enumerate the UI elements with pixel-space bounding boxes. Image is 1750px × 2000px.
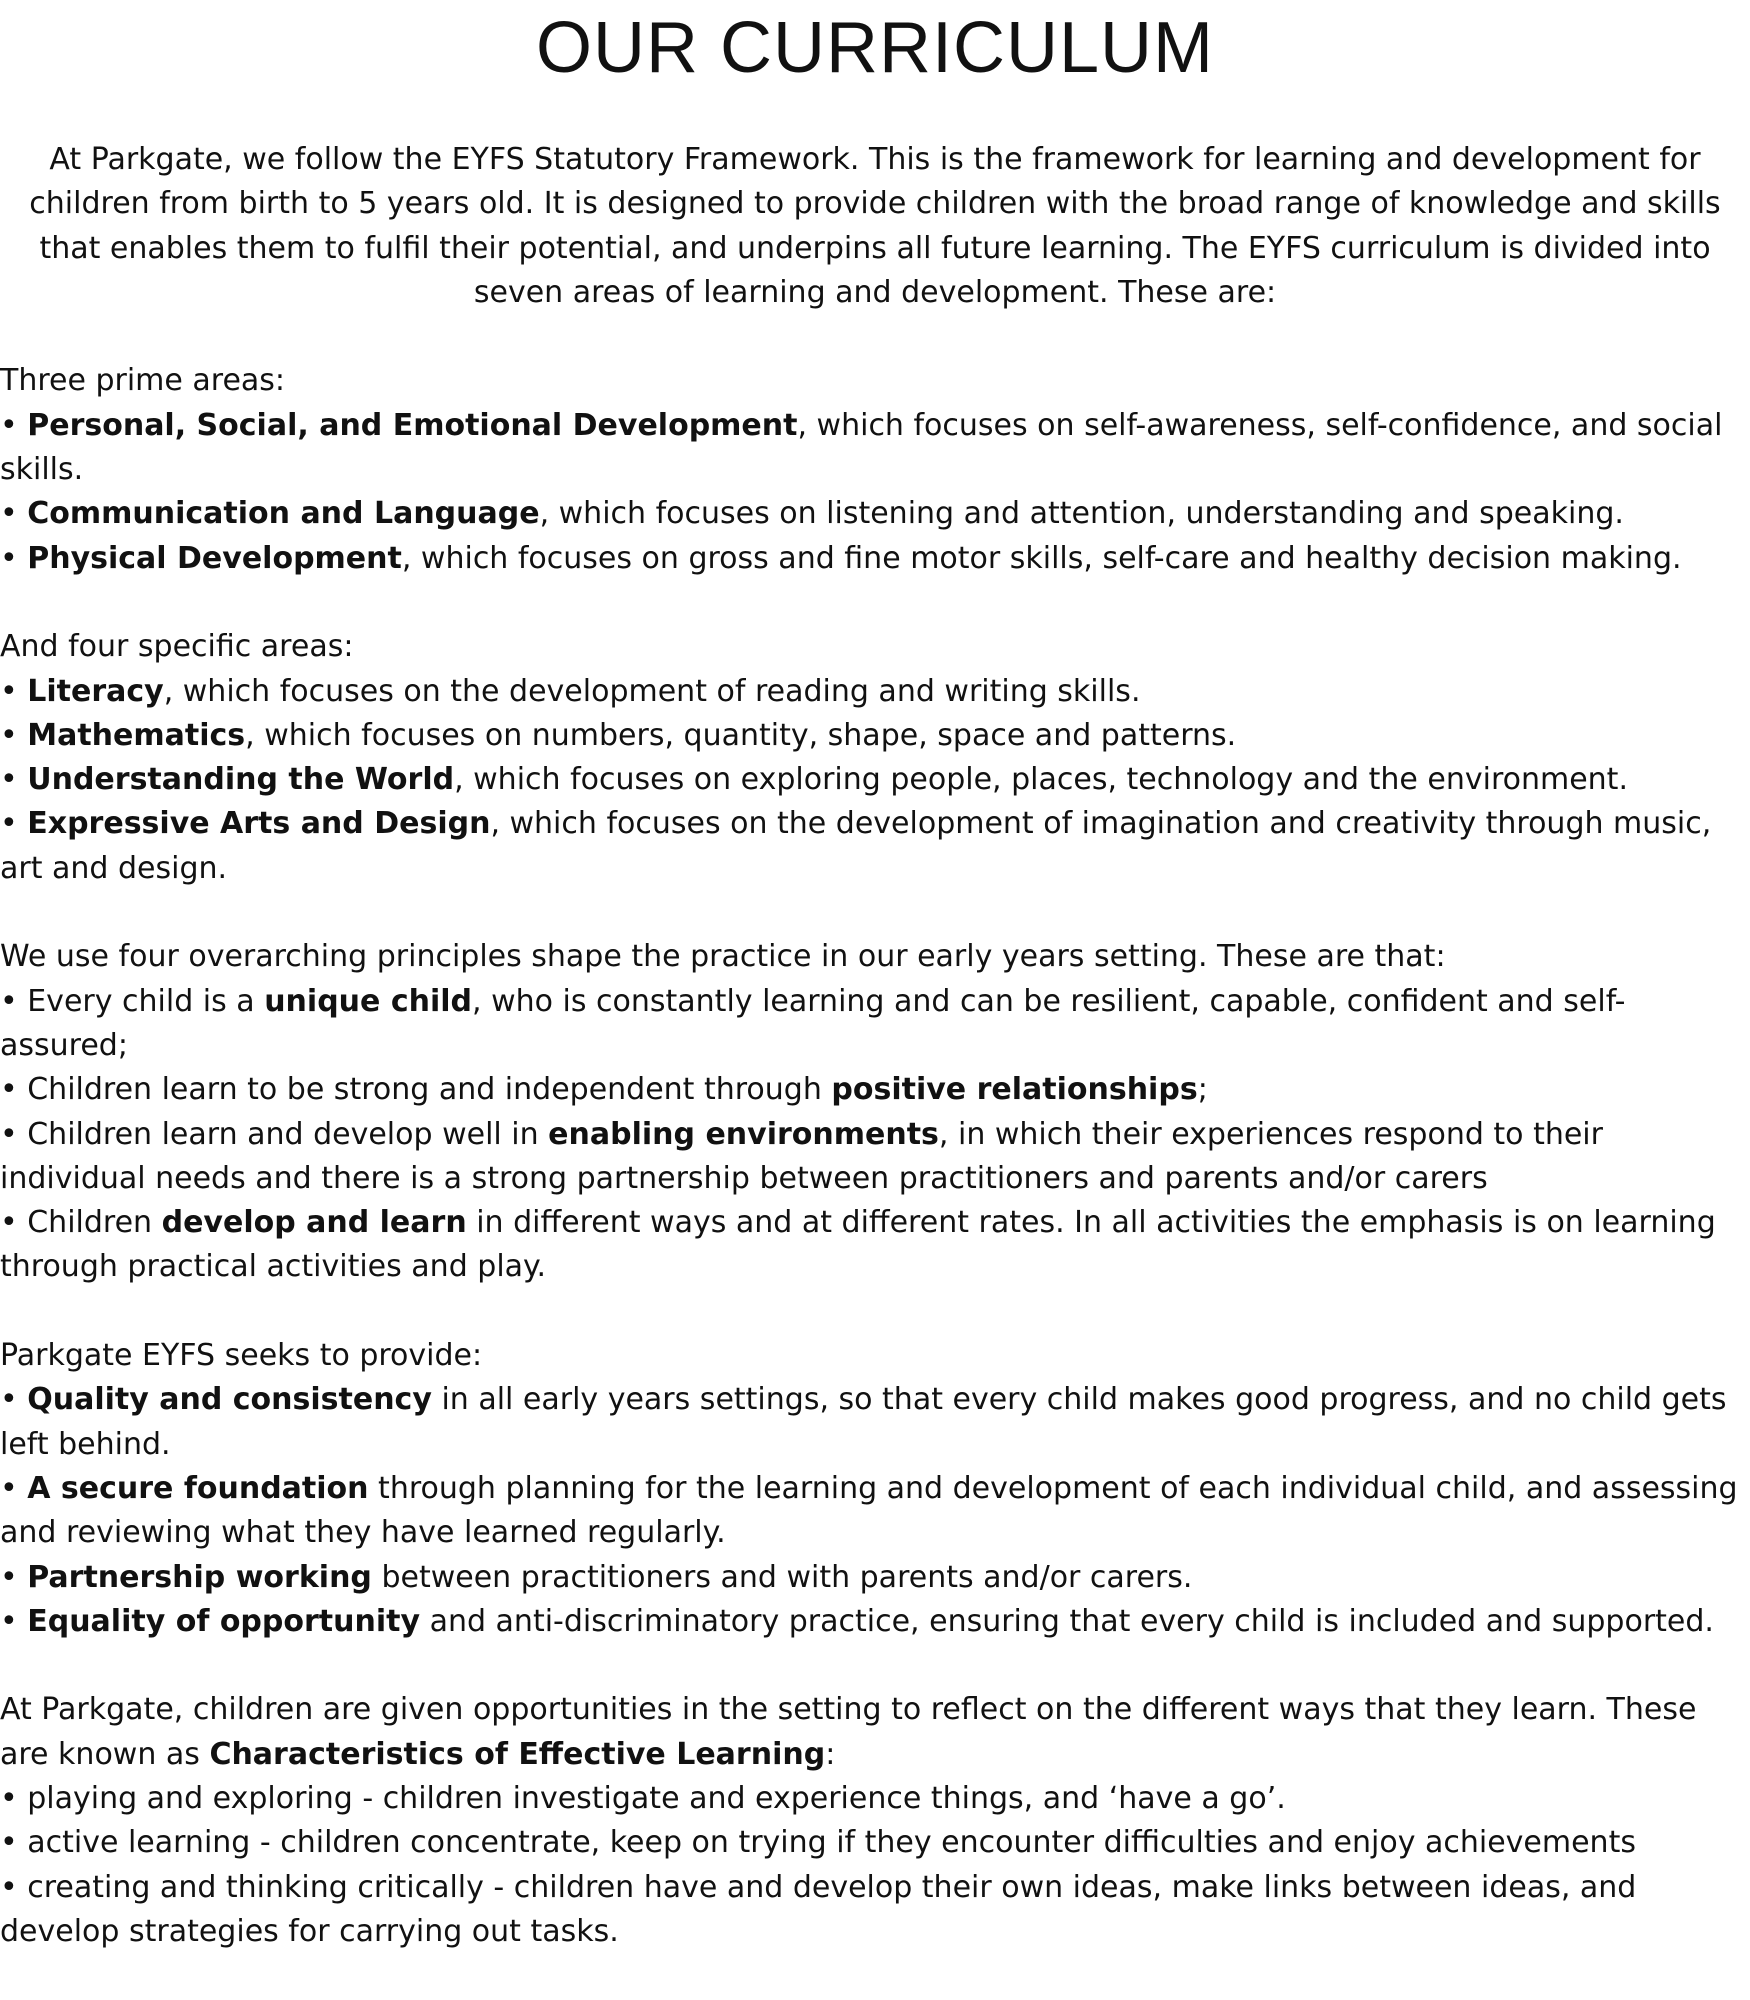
area-name: Mathematics [27,717,246,753]
list-item: • Equality of opportunity and anti-discriminatory practice, ensuring that every child is included and supported. [0,1603,1714,1639]
list-item: • playing and exploring - children investigate and experience things, and ‘have a go’. [0,1780,1286,1816]
prime-areas-section [0,359,1750,580]
specific-areas-section [0,625,1750,891]
area-name: Expressive Arts and Design [27,806,491,842]
list-item: • Children learn and develop well in enabling environments, in which their experiences respond to their individual needs and there is a strong partnership between practitioners and parents and/or carers [0,1116,1603,1196]
provision-name: Partnership working [27,1559,372,1595]
list-item: • Children learn to be strong and independent through positive relationships; [0,1072,1208,1108]
area-name: Literacy [27,673,164,709]
list-item: • Partnership working between practitioners and with parents and/or carers. [0,1559,1193,1595]
list-item: • Personal, Social, and Emotional Development, which focuses on self-awareness, self-confidence, and social skills. [0,407,1723,488]
page-title: OUR CURRICULUM [536,8,1214,88]
area-name: Physical Development [27,540,402,576]
provide-section [0,1334,1750,1644]
principle-name: develop and learn [161,1205,467,1241]
provision-name: Equality of opportunity [27,1603,421,1639]
area-name: Communication and Language [27,496,540,532]
spacer [0,891,1750,935]
principles-heading: We use four overarching principles shape the practice in our early years setting. These are that: [0,939,1446,975]
list-item: • Understanding the World, which focuses on exploring people, places, technology and the environment. [0,762,1628,798]
characteristics-section [0,1688,1750,1954]
list-item: • Quality and consistency in all early years settings, so that every child makes good progress, and no child gets left behind. [0,1382,1727,1462]
provision-name: Quality and consistency [27,1382,432,1418]
area-name: Personal, Social, and Emotional Development [27,407,798,443]
list-item: • Expressive Arts and Design, which focuses on the development of imagination and creativity through music, art and design. [0,806,1712,886]
spacer [0,315,1750,359]
principle-name: unique child [264,983,473,1019]
list-item: • Literacy, which focuses on the development of reading and writing skills. [0,673,1141,709]
prime-areas-heading: Three prime areas: [0,363,286,399]
principles-section [0,935,1750,1289]
specific-areas-heading: And four specific areas: [0,629,354,665]
principle-name: positive relationships [831,1072,1198,1108]
intro-paragraph: At Parkgate, we follow the EYFS Statutory Framework. This is the framework for learning and development for children from birth to 5 years old. It is designed to provide children with the broad range of knowledge and skills that enables them to fulfil their potential, and underpins all future learning. The EYFS curriculum is divided into seven areas of learning and development. These are: [29,142,1721,310]
characteristics-title: Characteristics of Effective Learning [209,1736,826,1772]
list-item: • Physical Development, which focuses on gross and fine motor skills, self-care and healthy decision making. [0,540,1682,576]
list-item: • A secure foundation through planning for the learning and development of each individual child, and assessing and reviewing what they have learned regularly. [0,1470,1738,1551]
list-item: • Every child is a unique child, who is constantly learning and can be resilient, capable, confident and self-assured; [0,983,1626,1063]
characteristics-intro: At Parkgate, children are given opportunities in the setting to reflect on the different ways that they learn. These are known as Characteristics of Effective Learning: [0,1692,1697,1772]
spacer [0,581,1750,625]
spacer [0,1644,1750,1688]
list-item: • Mathematics, which focuses on numbers, quantity, shape, space and patterns. [0,717,1237,753]
document-body [0,138,1750,1954]
list-item: • Communication and Language, which focuses on listening and attention, understanding and speaking. [0,496,1624,532]
area-name: Understanding the World [27,762,455,798]
spacer [0,1290,1750,1334]
provide-heading: Parkgate EYFS seeks to provide: [0,1338,483,1374]
provision-name: A secure foundation [27,1470,369,1506]
list-item: • creating and thinking critically - children have and develop their own ideas, make links between ideas, and develop strategies for carrying out tasks. [0,1869,1637,1949]
list-item: • Children develop and learn in different ways and at different rates. In all activities the emphasis is on learning through practical activities and play. [0,1205,1716,1285]
list-item: • active learning - children concentrate, keep on trying if they encounter difficulties and enjoy achievements [0,1825,1636,1861]
principle-name: enabling environments [548,1116,939,1152]
